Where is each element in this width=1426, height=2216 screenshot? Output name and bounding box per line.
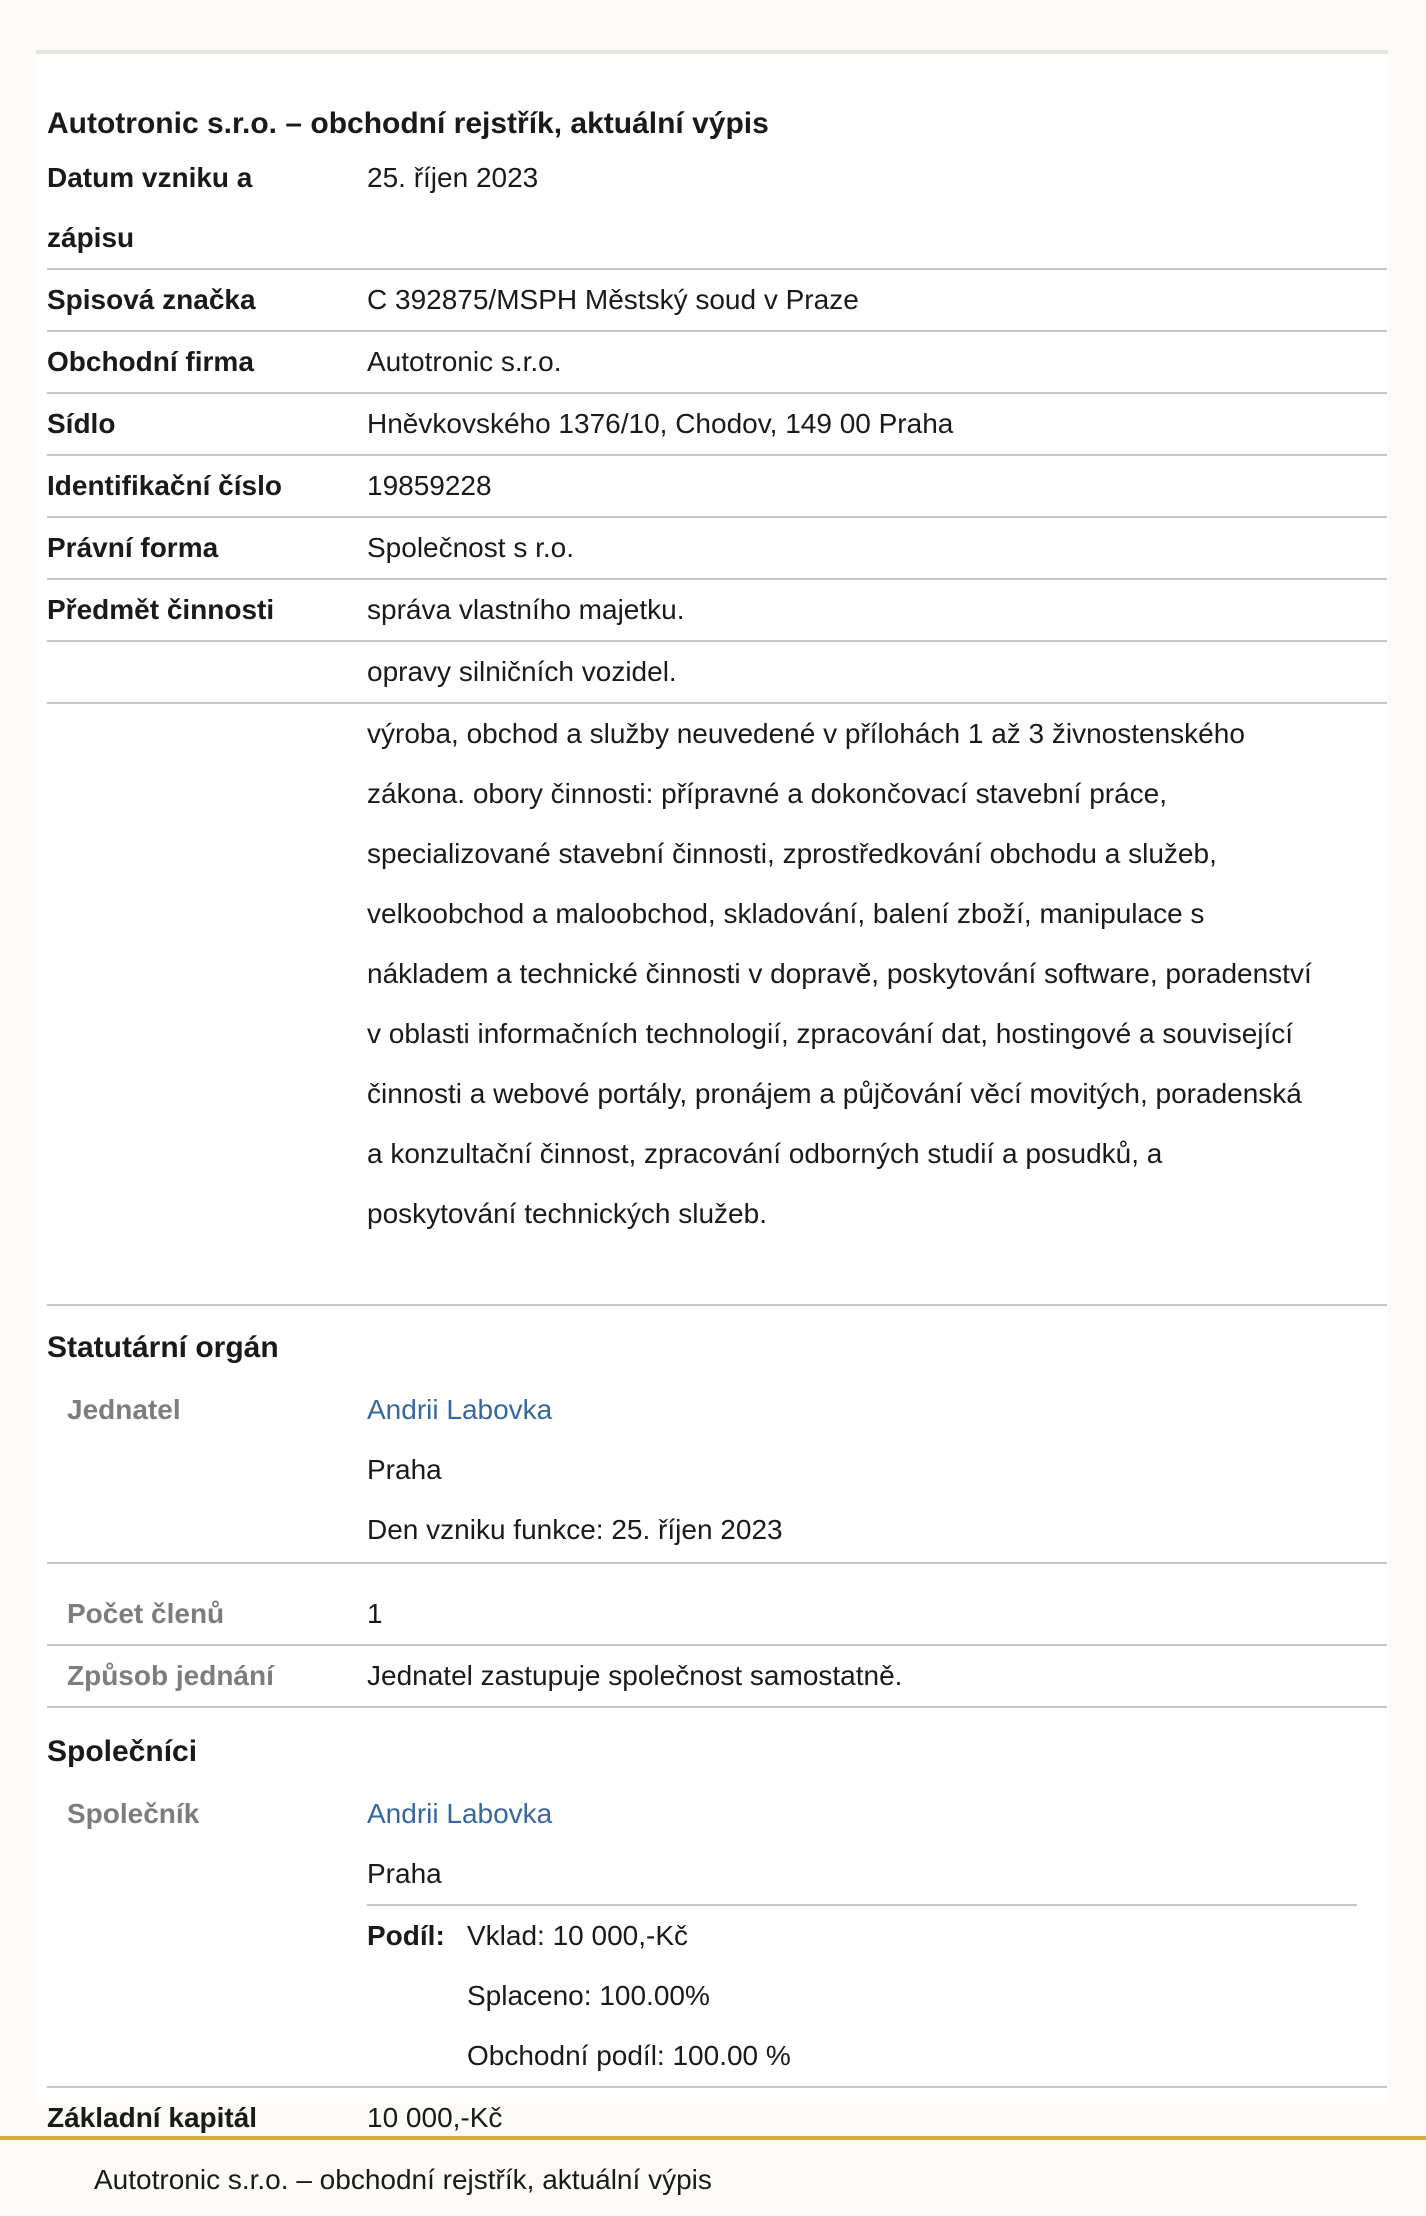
row-label: Identifikační číslo: [47, 470, 282, 501]
role-label: Společník: [67, 1798, 200, 1829]
share-paid: Splaceno: 100.00%: [467, 1980, 710, 2011]
row-conduct: [47, 1646, 1387, 1708]
activity-line: v oblasti informačních technologií, zpracování dat, hostingové a související: [367, 1018, 1294, 1049]
person-city: Praha: [367, 1454, 442, 1485]
row-date-of-origin: [47, 148, 1387, 270]
section-statutory-body: Statutární orgán: [47, 1331, 279, 1364]
activity-line: zákona. obory činnosti: přípravné a dokončovací stavební práce,: [367, 778, 1168, 809]
row-business-name: [47, 332, 1387, 394]
person-name-link[interactable]: Andrii Labovka: [367, 1394, 553, 1425]
statutory-member: [47, 1380, 1387, 1564]
row-label: Spisová značka: [47, 284, 256, 315]
activity-line: velkoobchod a maloobchod, skladování, balení zboží, manipulace s: [367, 898, 1205, 929]
row-label: Způsob jednání: [67, 1660, 274, 1691]
row-value: 19859228: [367, 470, 492, 501]
row-business-activity: [47, 580, 1387, 642]
row-legal-form: [47, 518, 1387, 580]
row-value: správa vlastního majetku.: [367, 594, 685, 625]
activity-line: specializované stavební činnosti, zprostředkování obchodu a služeb,: [367, 838, 1217, 869]
partner-name-link[interactable]: Andrii Labovka: [367, 1798, 553, 1829]
footer-bar: [0, 2136, 1426, 2216]
footer-title: Autotronic s.r.o. – obchodní rejstřík, aktuální výpis: [94, 2164, 712, 2195]
activity-line: poskytování technických služeb.: [367, 1198, 767, 1229]
partner-city: Praha: [367, 1858, 442, 1889]
row-label: Právní forma: [47, 532, 219, 563]
activity-line: činnosti a webové portály, pronájem a půjčování věcí movitých, poradenská: [367, 1078, 1302, 1109]
row-label: Základní kapitál: [47, 2102, 258, 2133]
row-company-id: [47, 456, 1387, 518]
section-partners: Společníci: [47, 1735, 198, 1768]
row-value: 10 000,-Kč: [367, 2102, 503, 2133]
row-member-count: [47, 1584, 1387, 1646]
activity-line: nákladem a technické činnosti v dopravě, poskytování software, poradenství: [367, 958, 1312, 989]
share-label: Podíl:: [367, 1920, 445, 1951]
row-label: Počet členů: [67, 1598, 225, 1629]
row-label: Obchodní firma: [47, 346, 254, 377]
row-label: Předmět činnosti: [47, 594, 275, 625]
row-value: 25. říjen 2023: [367, 162, 539, 193]
row-label: Datum vzniku a: [47, 162, 253, 193]
share-business: Obchodní podíl: 100.00 %: [467, 2040, 791, 2071]
activity-line: a konzultační činnost, zpracování odborných studií a posudků, a: [367, 1138, 1163, 1169]
row-activity-item: [47, 704, 1387, 1306]
register-extract-card: [36, 50, 1388, 2133]
page-title: Autotronic s.r.o. – obchodní rejstřík, aktuální výpis: [47, 107, 769, 140]
row-registered-office: [47, 394, 1387, 456]
partner-entry: [47, 1784, 1387, 2088]
share-deposit: Vklad: 10 000,-Kč: [467, 1920, 689, 1951]
function-start: Den vzniku funkce: 25. říjen 2023: [367, 1514, 783, 1545]
row-value: Společnost s r.o.: [367, 532, 575, 563]
row-file-number: [47, 270, 1387, 332]
row-value: Autotronic s.r.o.: [367, 346, 562, 377]
role-label: Jednatel: [67, 1394, 181, 1425]
row-activity-item: [47, 642, 1387, 704]
activity-line: výroba, obchod a služby neuvedené v přílohách 1 až 3 živnostenského: [367, 718, 1245, 749]
row-value: Jednatel zastupuje společnost samostatně.: [367, 1660, 903, 1691]
row-label: Sídlo: [47, 408, 116, 439]
row-value: Hněvkovského 1376/10, Chodov, 149 00 Praha: [367, 408, 954, 439]
row-value: 1: [367, 1598, 383, 1629]
row-label-cont: zápisu: [47, 222, 135, 253]
activity-text: opravy silničních vozidel.: [367, 656, 677, 687]
row-value: C 392875/MSPH Městský soud v Praze: [367, 284, 859, 315]
